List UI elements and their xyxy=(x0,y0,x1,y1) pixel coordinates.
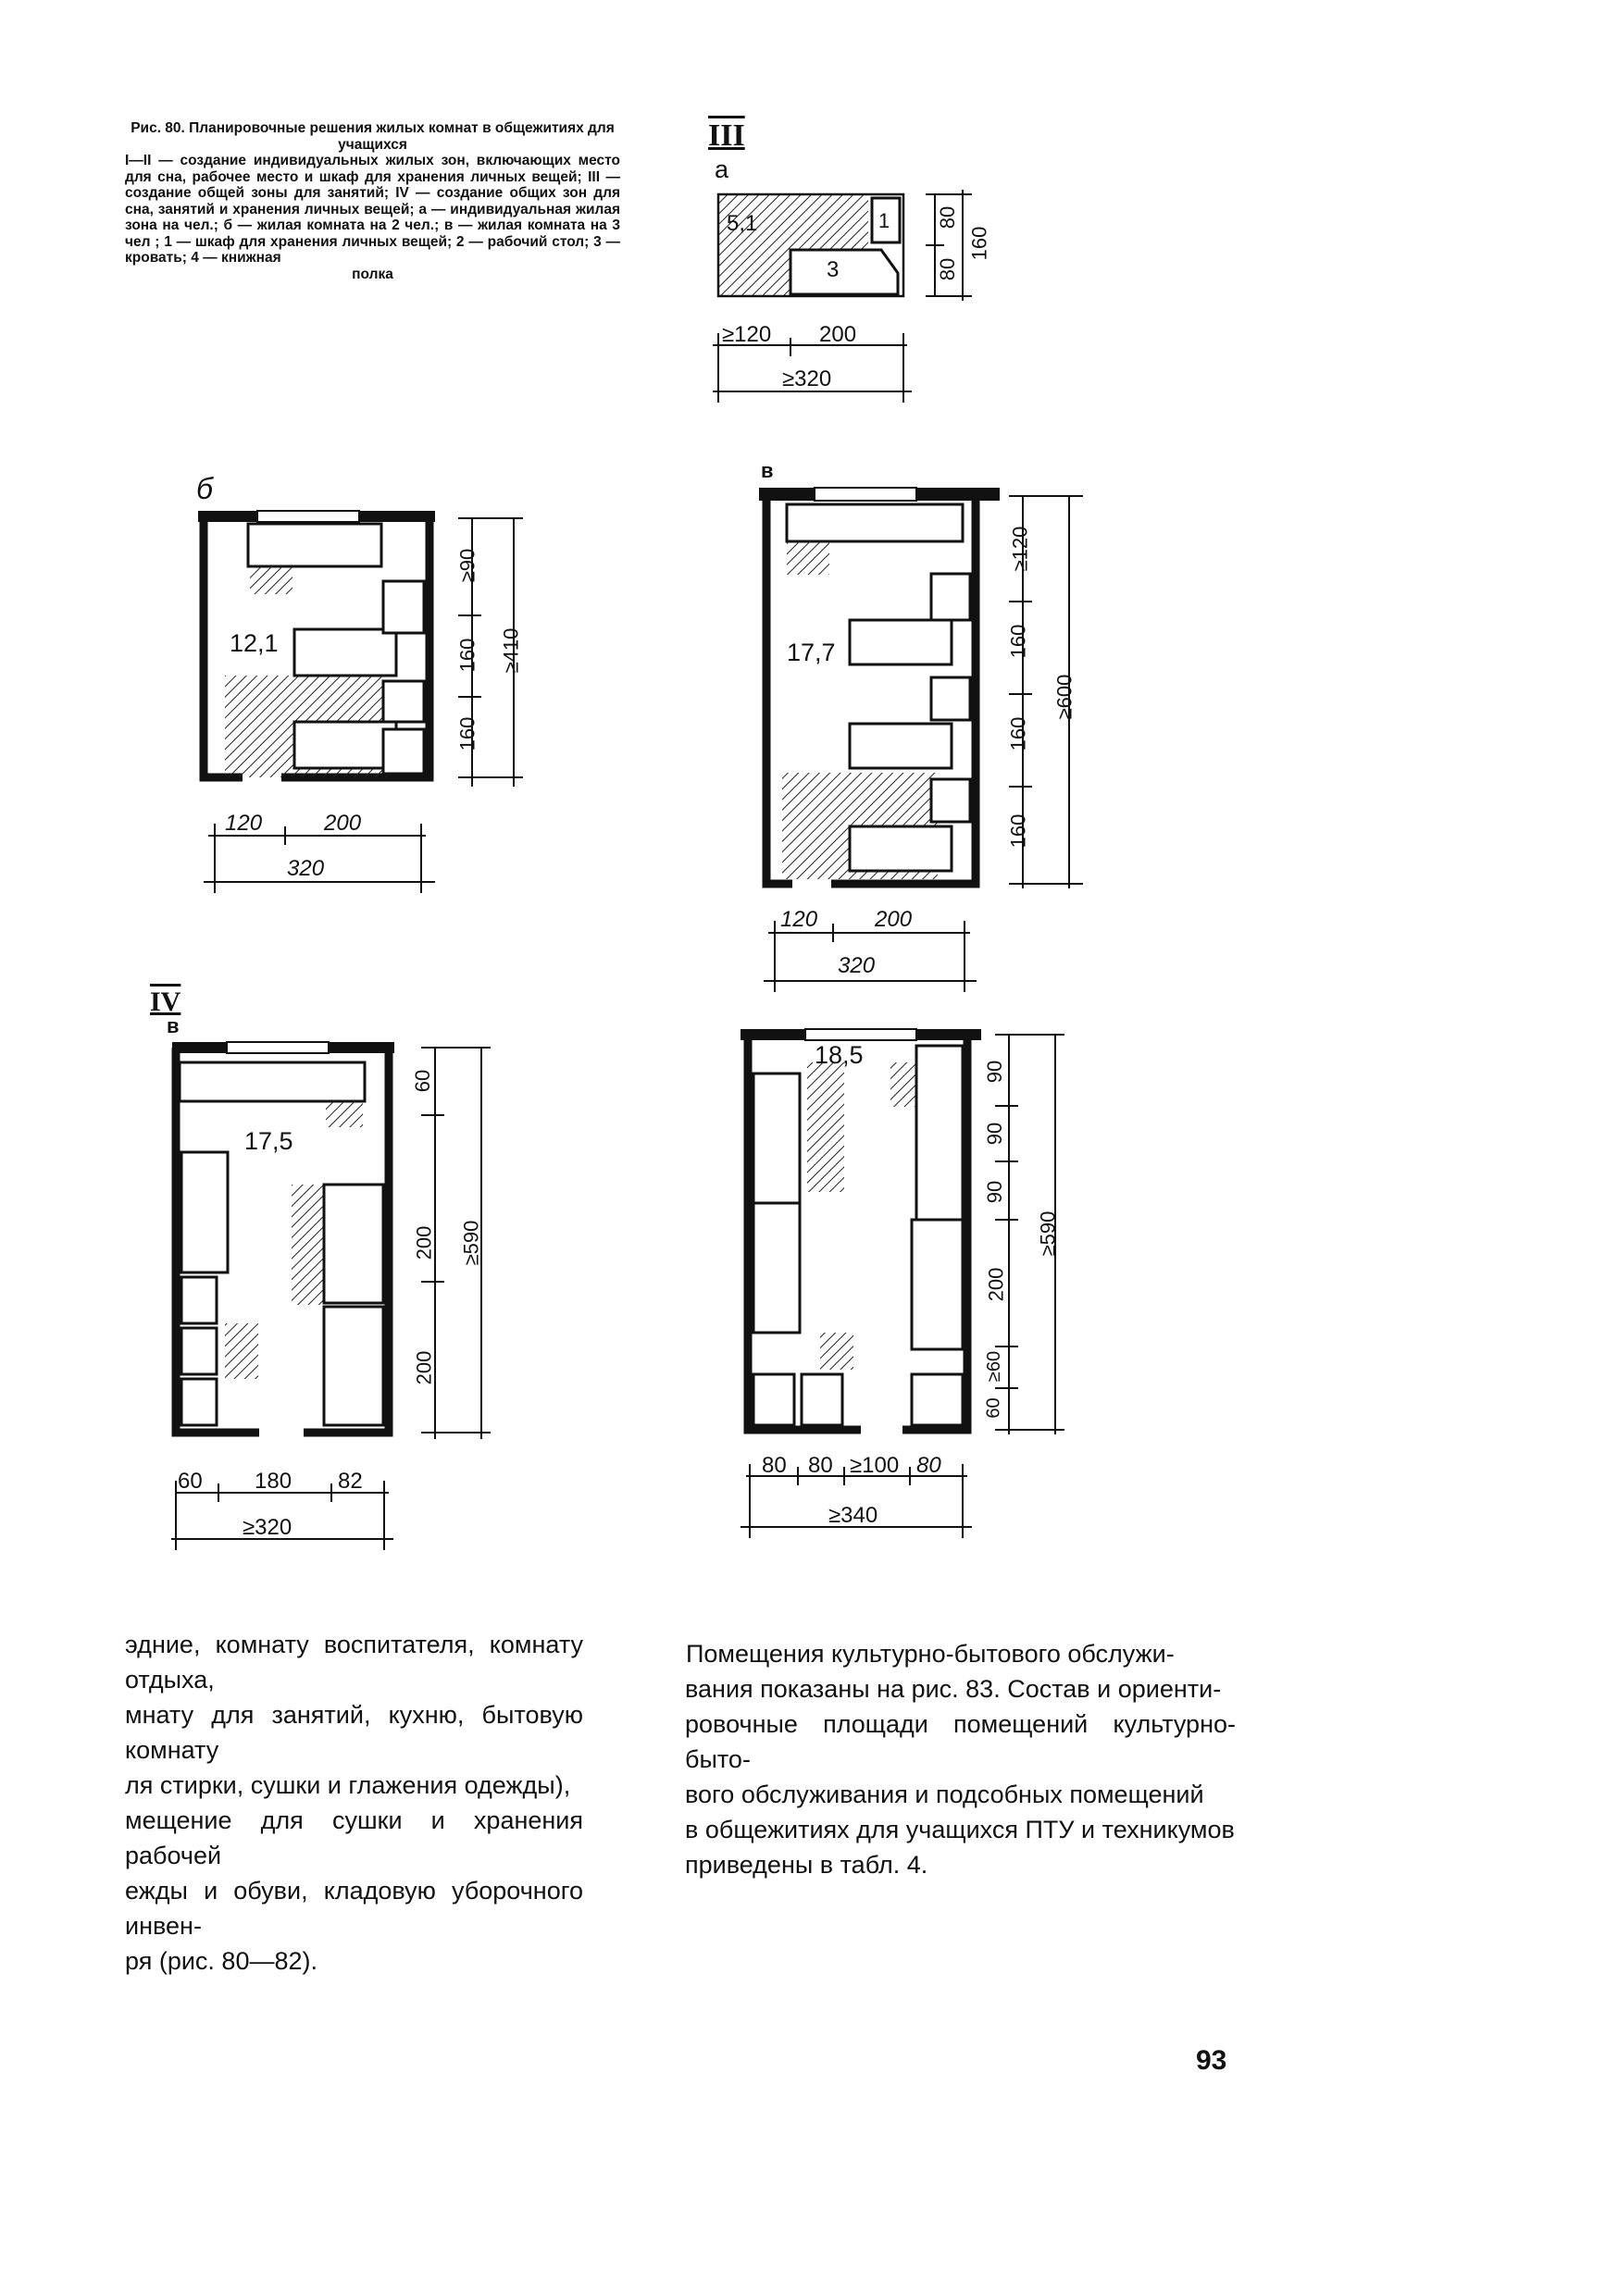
bed-right-2 xyxy=(324,1307,383,1425)
body-right-line: вания показаны на рис. 83. Состав и ориенти- xyxy=(685,1675,1222,1703)
body-left-line: ля стирки, сушки и глажения одежды), xyxy=(125,1771,571,1799)
bed-1 xyxy=(850,620,952,664)
plan-v3-letter: в xyxy=(761,459,774,482)
dim-v4b-v6: 60 xyxy=(983,1397,1004,1419)
plan-a-area: 5,1 xyxy=(727,211,758,236)
dim-v3-v4: 160 xyxy=(1006,813,1030,849)
plan-v4a-letter: в xyxy=(167,1014,180,1037)
plan-v-4b xyxy=(741,1029,1064,1538)
plan-a-letter: а xyxy=(715,155,729,183)
dim-b-v4: ≥410 xyxy=(499,627,523,674)
bed xyxy=(790,250,898,294)
caption-end: полка xyxy=(352,266,393,282)
bed-2 xyxy=(850,724,952,768)
dim-v3-v1: ≥120 xyxy=(1008,526,1032,572)
dim-v4a-v3: 200 xyxy=(412,1350,436,1385)
dim-v4b-w2: 80 xyxy=(808,1453,833,1478)
body-right-line: Помещения культурно-бытового обслужи- xyxy=(686,1640,1175,1668)
bed-left xyxy=(181,1152,228,1272)
body-left-line: мнату для занятий, кухню, бытовую комнату xyxy=(125,1701,583,1764)
plan-b-letter: б xyxy=(196,472,213,505)
dim-v4a-v4: ≥590 xyxy=(459,1220,483,1266)
dim-v4b-w1: 80 xyxy=(762,1453,787,1478)
desk xyxy=(180,1062,365,1101)
dim-v4a-v2: 200 xyxy=(412,1225,436,1260)
dim-v3-w2: 200 xyxy=(875,907,913,932)
dim-b-v3: 160 xyxy=(455,716,479,751)
dim-v4a-w2: 180 xyxy=(255,1469,292,1494)
dim-a-h3: 160 xyxy=(967,226,991,261)
dim-v4b-v2: 90 xyxy=(983,1122,1007,1146)
bed-3 xyxy=(850,826,952,871)
body-left-line: эдние, комнату воспитателя, комнату отдыха, xyxy=(125,1631,583,1694)
dim-b-w2: 200 xyxy=(324,811,362,836)
dim-b-w1: 120 xyxy=(225,811,263,836)
roman-numeral-3: III xyxy=(708,118,745,153)
plan-a-item1: 1 xyxy=(878,209,890,232)
dim-v4a-w4: ≥320 xyxy=(243,1515,292,1540)
dim-v4a-w3: 82 xyxy=(338,1469,363,1494)
body-left-line: мещение для сушки и хранения рабочей xyxy=(125,1806,583,1869)
dim-v4b-v1: 90 xyxy=(983,1060,1007,1084)
body-left-line: ежды и обуви, кладовую уборочного инвен- xyxy=(125,1877,583,1940)
desk xyxy=(248,524,381,566)
dim-a-w3: ≥320 xyxy=(782,366,832,391)
roman-numeral-4: IV xyxy=(150,987,181,1017)
body-right-line: приведены в табл. 4. xyxy=(685,1851,928,1879)
dim-v3-v3: 160 xyxy=(1006,716,1030,751)
dim-b-v2: 160 xyxy=(455,638,479,673)
desk xyxy=(787,504,963,541)
dim-a-w1: ≥120 xyxy=(722,322,772,347)
plan-a-item3: 3 xyxy=(827,257,840,282)
plan-v-4a xyxy=(171,1042,491,1550)
dim-a-h1: 80 xyxy=(936,205,960,230)
dim-v3-w3: 320 xyxy=(838,953,876,978)
bed-2 xyxy=(294,722,396,768)
dim-v4b-v5: ≥60 xyxy=(984,1350,1005,1383)
dim-v4b-w3: ≥100 xyxy=(850,1453,900,1478)
page-number: 93 xyxy=(1196,2045,1227,2076)
dim-v4b-w4: 80 xyxy=(916,1453,941,1478)
plan-v3-area: 17,7 xyxy=(787,639,836,666)
body-right-column xyxy=(685,1636,1236,1882)
bed-right-1 xyxy=(324,1185,383,1303)
plan-b-area: 12,1 xyxy=(230,629,279,657)
bed-left-1 xyxy=(753,1074,800,1203)
bed-right xyxy=(912,1220,963,1349)
body-left-line: ря (рис. 80—82). xyxy=(125,1947,317,1975)
dim-v4b-v7: ≥590 xyxy=(1036,1210,1060,1257)
caption-title: Рис. 80. Планировочные решения жилых комнат в общежитиях для учащихся xyxy=(131,120,615,153)
caption-text: I—II — создание индивидуальных жилых зон, включающих место для сна, рабочее место и шкаф для хранения личных вещей; III — создание общей зоны для занятий; IV — создание общих зон для сна, занятий и хранения личных вещей; а — индивидуальная жилая зона на чел.; б — жилая комната на 2 чел.; в — жилая комната на 3 чел ; 1 — шкаф для хранения личных вещей; 2 — рабочий стол; 3 — кровать; 4 — книжная xyxy=(125,153,620,266)
bed-1 xyxy=(294,629,396,676)
plan-v4a-area: 17,5 xyxy=(244,1127,293,1155)
dim-v4b-v4: 200 xyxy=(984,1267,1008,1302)
dim-v4b-w5: ≥340 xyxy=(828,1503,878,1528)
body-right-line: ровочные площади помещений культурно-быто- xyxy=(685,1710,1236,1773)
dim-v4a-v1: 60 xyxy=(411,1069,435,1093)
dim-v3-w1: 120 xyxy=(780,907,818,932)
zone-hatch xyxy=(807,1062,844,1192)
dim-v3-v2: 160 xyxy=(1006,624,1030,659)
dim-v3-v5: ≥600 xyxy=(1052,674,1077,720)
body-right-line: в общежитиях для учащихся ПТУ и техникумов xyxy=(685,1816,1235,1843)
body-left-column xyxy=(125,1627,583,1979)
dim-v4b-v3: 90 xyxy=(983,1180,1007,1204)
dim-b-v1: ≥90 xyxy=(455,548,479,583)
zone-hatch xyxy=(292,1185,323,1305)
body-right-line: вого обслуживания и подсобных помещений xyxy=(685,1781,1204,1808)
dim-b-w3: 320 xyxy=(287,856,325,881)
dim-a-w2: 200 xyxy=(819,322,857,347)
plan-v4b-area: 18,5 xyxy=(815,1041,864,1069)
dim-v4a-w1: 60 xyxy=(178,1469,203,1494)
bed-left-2 xyxy=(753,1203,800,1333)
dim-a-h2: 80 xyxy=(936,257,960,281)
